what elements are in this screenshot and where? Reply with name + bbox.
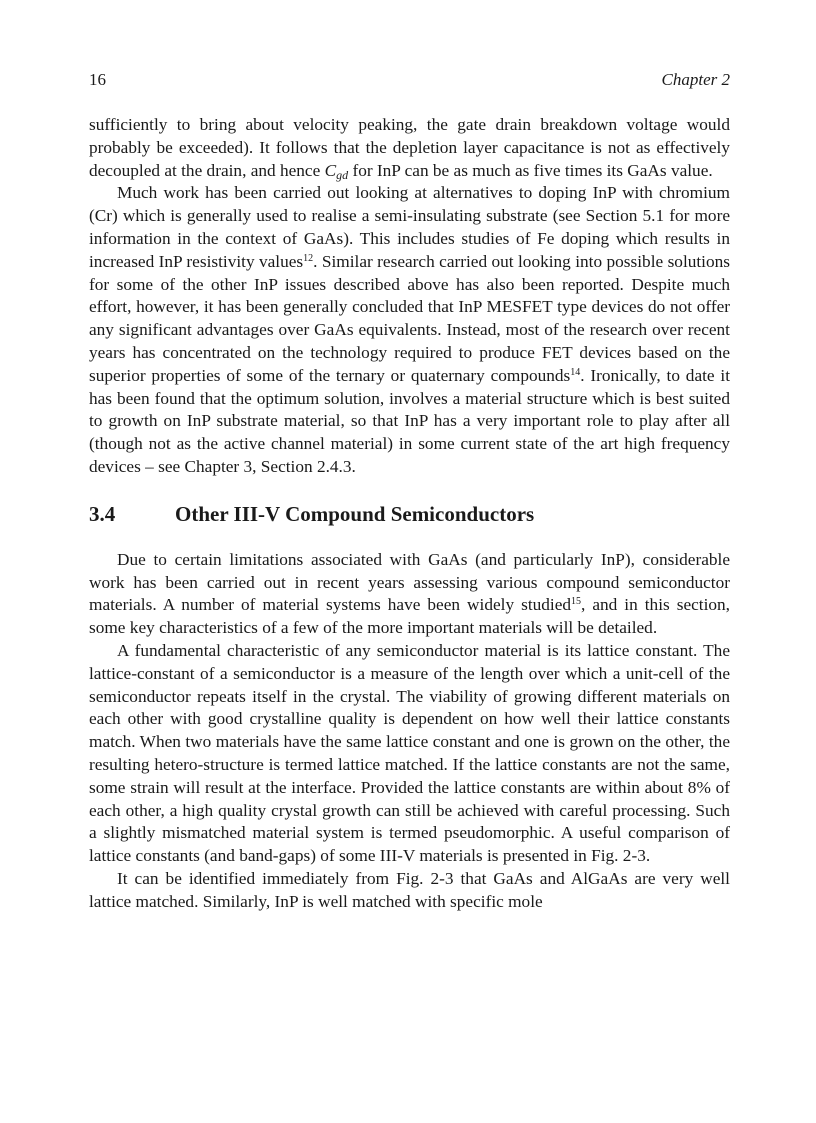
paragraph-text: Due to certain limitations associated with GaAs (and particularly InP), considerable work has been carried out in recent years assessing various compound semiconductor materials. A number of material systems have been widely studied <box>89 549 730 615</box>
chapter-label: Chapter 2 <box>661 70 730 89</box>
reference-superscript: 14 <box>570 366 581 378</box>
body-text <box>89 114 730 914</box>
paragraph-text: . Ironically, to date it has been found that the optimum solution, involves a material structure which is best suited to growth on InP substrate material, so that InP has a very important role to play after all (though not as the active channel material) in some current state of the art high frequency devices – see Chapter 3, Section 2.4.3. <box>89 365 730 476</box>
math-cgd <box>325 161 349 180</box>
paragraph-lattice-match: It can be identified immediately from Fig. 2-3 that GaAs and AlGaAs are very well lattice matched. Similarly, InP is well matched with specific mole <box>89 868 730 911</box>
paragraph-inp-alternatives <box>89 182 730 478</box>
section-title: Other III-V Compound Semiconductors <box>175 501 535 526</box>
paragraph-text: Much work has been carried out looking at alternatives to doping InP with chromium (Cr) which is generally used to realise a semi-insulating substrate (see Section 5.1 for more information in the context of GaAs). This includes studies of Fe doping which results in increased InP resistivity values <box>89 183 730 271</box>
section-number: 3.4 <box>89 501 116 526</box>
section-heading <box>89 501 730 527</box>
paragraph-lattice-constant: A fundamental characteristic of any semiconductor material is its lattice constant. The lattice-constant of a semiconductor is a measure of the length over which a unit-cell of the semiconductor repeats itself in the crystal. The viability of growing different materials on each other with good crystalline quality is dependent on how well their lattice constants match. When two materials have the same lattice constant and one is grown on the other, the resulting hetero-structure is termed lattice matched. If the lattice constants are not the same, some strain will result at the interface. Provided the lattice constants are within about 8% of each other, a high quality crystal growth can still be achieved with careful processing. Such a slightly mismatched material system is termed pseudomorphic. A useful comparison of lattice constants (and band-gaps) of some III-V materials is presented in Fig. 2-3. <box>89 640 730 866</box>
paragraph-text: . Similar research carried out looking into possible solutions for some of the other InP issues described above has also been reported. Despite much effort, however, it has been generally concluded that InP MESFET type devices do not offer any significant advantages over GaAs equivalents. Instead, most of the research over recent years has concentrated on the technology required to produce FET devices based on the superior properties of some of the ternary or quaternary compounds <box>89 251 730 385</box>
paragraph-intro <box>89 549 730 640</box>
math-symbol: C <box>324 160 337 180</box>
page-number: 16 <box>89 70 106 89</box>
reference-superscript: 15 <box>571 596 582 608</box>
math-subscript: gd <box>336 167 349 182</box>
reference-superscript: 12 <box>303 252 314 264</box>
paragraph-text: for InP can be as much as five times its GaAs value. <box>348 160 713 180</box>
paragraph-continued <box>89 114 730 182</box>
paragraph-text: , and in this section, some key characteristics of a few of the more important materials will be detailed. <box>89 595 730 638</box>
paragraph-text: sufficiently to bring about velocity peaking, the gate drain breakdown voltage would probably be exceeded). It follows that the depletion layer capacitance is not as effectively decoupled at the drain, and hence <box>89 115 730 180</box>
